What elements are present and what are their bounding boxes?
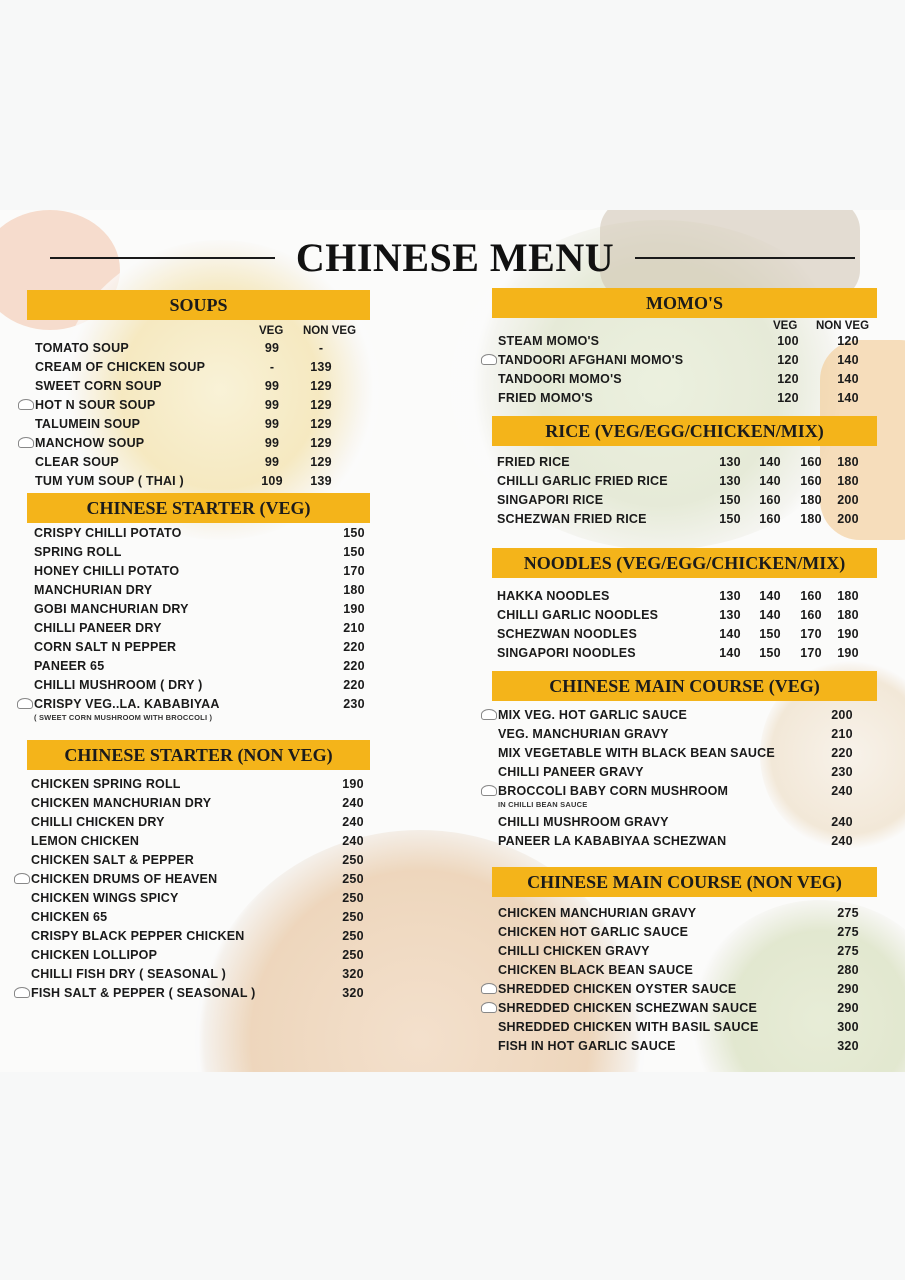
menu-item [497, 472, 877, 491]
menu-item [497, 491, 877, 510]
item-name: TOMATO SOUP [35, 341, 129, 355]
item-name: HOT N SOUR SOUP [35, 398, 156, 412]
section-header: MOMO'S [492, 288, 877, 318]
item-price: 180 [837, 608, 859, 622]
menu-item [498, 832, 877, 851]
section-main-veg [492, 671, 877, 861]
item-name: SHREDDED CHICKEN WITH BASIL SAUCE [498, 1020, 759, 1034]
menu-item [34, 562, 370, 581]
item-name: CHICKEN LOLLIPOP [31, 948, 158, 962]
item-name: SCHEZWAN FRIED RICE [497, 512, 647, 526]
menu-item [34, 543, 370, 562]
item-price: 180 [800, 512, 822, 526]
menu-item [497, 625, 877, 644]
item-name: CHILLI MUSHROOM ( DRY ) [34, 678, 203, 692]
item-name: VEG. MANCHURIAN GRAVY [498, 727, 669, 741]
item-price: 129 [310, 455, 332, 469]
item-price: 200 [837, 512, 859, 526]
item-price: 129 [310, 379, 332, 393]
section-header: CHINESE MAIN COURSE (VEG) [492, 671, 877, 701]
item-name: SPRING ROLL [34, 545, 122, 559]
item-price: 160 [800, 589, 822, 603]
item-price: 280 [837, 963, 859, 977]
item-name: CHILLI MUSHROOM GRAVY [498, 815, 669, 829]
item-price: 160 [759, 493, 781, 507]
item-price: 140 [837, 372, 859, 386]
menu-item [498, 744, 877, 763]
item-price: 180 [343, 583, 365, 597]
menu-item [35, 396, 370, 415]
item-name: FRIED RICE [497, 455, 570, 469]
menu-item [498, 980, 877, 999]
item-price: 190 [837, 646, 859, 660]
item-name: PANEER 65 [34, 659, 105, 673]
item-price: 320 [342, 986, 364, 1000]
menu-item [498, 706, 877, 725]
item-price: 220 [343, 659, 365, 673]
item-name: CRISPY BLACK PEPPER CHICKEN [31, 929, 245, 943]
section-main-nonveg [492, 867, 877, 1067]
menu-item [498, 1037, 877, 1056]
item-name: CORN SALT N PEPPER [34, 640, 177, 654]
menu-item [35, 453, 370, 472]
section-header: NOODLES (VEG/EGG/CHICKEN/MIX) [492, 548, 877, 578]
item-name: CHICKEN MANCHURIAN DRY [31, 796, 212, 810]
section-starter-veg [27, 493, 370, 723]
item-name: SHREDDED CHICKEN OYSTER SAUCE [498, 982, 737, 996]
item-price: 250 [342, 853, 364, 867]
item-price: 200 [831, 708, 853, 722]
item-price: 99 [264, 436, 280, 450]
item-name: BROCCOLI BABY CORN MUSHROOM [498, 784, 729, 798]
menu-item [31, 775, 370, 794]
item-price: 210 [343, 621, 365, 635]
item-price: 230 [831, 765, 853, 779]
menu-item [498, 923, 877, 942]
item-price: 130 [719, 589, 741, 603]
item-name: HONEY CHILLI POTATO [34, 564, 180, 578]
item-price: 250 [342, 948, 364, 962]
item-name: TANDOORI MOMO'S [498, 372, 622, 386]
menu-item [498, 332, 877, 351]
item-note: ( SWEET CORN MUSHROOM WITH BROCCOLI ) [34, 713, 213, 722]
section-header: CHINESE MAIN COURSE (NON VEG) [492, 867, 877, 897]
item-name: TUM YUM SOUP ( THAI ) [35, 474, 184, 488]
item-name: CHILLI CHICKEN GRAVY [498, 944, 650, 958]
item-name: CHICKEN SALT & PEPPER [31, 853, 195, 867]
item-price: 180 [837, 474, 859, 488]
item-price: 320 [342, 967, 364, 981]
section-momos [492, 288, 877, 413]
item-price: 290 [837, 982, 859, 996]
item-price: 99 [264, 455, 280, 469]
section-noodles [492, 548, 877, 663]
menu-item [498, 389, 877, 408]
item-name: CHILLI PANEER GRAVY [498, 765, 644, 779]
item-price: 275 [837, 925, 859, 939]
menu-item [498, 1018, 877, 1037]
section-rice [492, 416, 877, 531]
item-price: 140 [759, 589, 781, 603]
menu-item [498, 782, 877, 809]
menu-item [497, 453, 877, 472]
item-price: 130 [719, 608, 741, 622]
item-price: 99 [264, 398, 280, 412]
item-price: 129 [310, 417, 332, 431]
item-name: HAKKA NOODLES [497, 589, 610, 603]
item-price: 190 [342, 777, 364, 791]
item-price: 120 [777, 391, 799, 405]
item-name: CRISPY VEG..LA. KABABIYAA [34, 697, 220, 711]
item-note: IN CHILLI BEAN SAUCE [498, 800, 588, 809]
menu-item [498, 763, 877, 782]
item-price: 180 [837, 455, 859, 469]
item-price: 170 [800, 646, 822, 660]
menu-item [498, 999, 877, 1018]
item-name: SINGAPORI NOODLES [497, 646, 636, 660]
item-price: 120 [837, 334, 859, 348]
menu-item [31, 908, 370, 927]
menu-item [34, 600, 370, 619]
chef-hat-icon [18, 399, 34, 410]
item-price: 250 [342, 929, 364, 943]
section-soups [27, 290, 370, 495]
item-price: 160 [759, 512, 781, 526]
section-header: CHINESE STARTER (NON VEG) [27, 740, 370, 770]
item-price: 140 [759, 608, 781, 622]
col-veg-label: VEG [259, 325, 284, 337]
section-header: RICE (VEG/EGG/CHICKEN/MIX) [492, 416, 877, 446]
menu-item [31, 832, 370, 851]
menu-item [34, 695, 370, 722]
item-name: FISH IN HOT GARLIC SAUCE [498, 1039, 676, 1053]
item-price: 99 [264, 417, 280, 431]
menu-item [498, 351, 877, 370]
item-price: 240 [342, 834, 364, 848]
item-price: 150 [343, 526, 365, 540]
title-rule-left [50, 257, 275, 259]
item-price: 100 [777, 334, 799, 348]
item-price: 275 [837, 906, 859, 920]
chef-hat-icon [481, 983, 497, 994]
item-name: CLEAR SOUP [35, 455, 119, 469]
menu-item [31, 946, 370, 965]
chef-hat-icon [481, 1002, 497, 1013]
item-price: 250 [342, 910, 364, 924]
menu-item [497, 587, 877, 606]
chef-hat-icon [14, 873, 30, 884]
item-price: 300 [837, 1020, 859, 1034]
menu-item [35, 415, 370, 434]
item-name: MANCHURIAN DRY [34, 583, 153, 597]
item-price: 190 [837, 627, 859, 641]
item-name: CHICKEN MANCHURIAN GRAVY [498, 906, 697, 920]
chef-hat-icon [18, 437, 34, 448]
col-nonveg-label: NON VEG [816, 320, 870, 332]
item-price: 150 [759, 646, 781, 660]
menu-poster [0, 210, 905, 1072]
item-price: 150 [719, 512, 741, 526]
menu-item [34, 524, 370, 543]
section-header: SOUPS [27, 290, 370, 320]
item-price: 170 [800, 627, 822, 641]
item-price: 220 [343, 678, 365, 692]
item-price: 129 [310, 436, 332, 450]
item-name: CHILLI GARLIC FRIED RICE [497, 474, 668, 488]
item-price: 130 [719, 455, 741, 469]
item-price: 160 [800, 474, 822, 488]
item-price: 275 [837, 944, 859, 958]
chef-hat-icon [17, 698, 33, 709]
item-name: CHICKEN WINGS SPICY [31, 891, 179, 905]
menu-item [31, 813, 370, 832]
col-nonveg-label: NON VEG [303, 325, 357, 337]
menu-item [35, 434, 370, 453]
item-price: 150 [343, 545, 365, 559]
item-name: CHICKEN SPRING ROLL [31, 777, 181, 791]
item-price: 180 [837, 589, 859, 603]
item-price: 120 [777, 353, 799, 367]
menu-item [34, 657, 370, 676]
menu-item [35, 377, 370, 396]
section-starter-nonveg [27, 740, 370, 1010]
item-name: FISH SALT & PEPPER ( SEASONAL ) [31, 986, 256, 1000]
item-price: 109 [261, 474, 283, 488]
menu-item [34, 638, 370, 657]
item-price: 220 [831, 746, 853, 760]
item-price: 99 [264, 341, 280, 355]
menu-item [35, 358, 370, 377]
item-name: CRISPY CHILLI POTATO [34, 526, 182, 540]
title-rule-right [635, 257, 855, 259]
item-price: 140 [837, 391, 859, 405]
item-name: CHILLI PANEER DRY [34, 621, 162, 635]
item-price: 180 [800, 493, 822, 507]
item-price: 240 [831, 784, 853, 798]
menu-item [31, 984, 370, 1003]
menu-item [34, 619, 370, 638]
item-name: CHICKEN BLACK BEAN SAUCE [498, 963, 694, 977]
menu-title: CHINESE MENU [295, 235, 615, 280]
chef-hat-icon [481, 785, 497, 796]
item-price: 240 [831, 815, 853, 829]
item-price: 290 [837, 1001, 859, 1015]
item-name: MIX VEGETABLE WITH BLACK BEAN SAUCE [498, 746, 775, 760]
item-name: SCHEZWAN NOODLES [497, 627, 638, 641]
menu-item [497, 606, 877, 625]
item-price: 190 [343, 602, 365, 616]
item-price: 139 [310, 474, 332, 488]
item-name: FRIED MOMO'S [498, 391, 593, 405]
menu-item [497, 644, 877, 663]
item-name: TANDOORI AFGHANI MOMO'S [498, 353, 684, 367]
item-price: 139 [310, 360, 332, 374]
item-price: 240 [342, 815, 364, 829]
item-price: 129 [310, 398, 332, 412]
col-veg-label: VEG [773, 320, 798, 332]
item-price: 150 [759, 627, 781, 641]
chef-hat-icon [481, 354, 497, 365]
item-name: MIX VEG. HOT GARLIC SAUCE [498, 708, 688, 722]
title-row [0, 233, 905, 283]
menu-item [34, 676, 370, 695]
item-name: CHILLI FISH DRY ( SEASONAL ) [31, 967, 226, 981]
menu-item [498, 725, 877, 744]
item-price: 140 [759, 474, 781, 488]
section-header: CHINESE STARTER (VEG) [27, 493, 370, 523]
menu-item [498, 370, 877, 389]
item-name: CHICKEN 65 [31, 910, 108, 924]
menu-item [35, 339, 370, 358]
item-name: TALUMEIN SOUP [35, 417, 141, 431]
item-price: 240 [831, 834, 853, 848]
menu-item [31, 927, 370, 946]
menu-item [498, 942, 877, 961]
item-price: 160 [800, 608, 822, 622]
item-price: 250 [342, 872, 364, 886]
menu-item [497, 510, 877, 529]
item-name: GOBI MANCHURIAN DRY [34, 602, 189, 616]
item-price: 170 [343, 564, 365, 578]
item-price: 120 [777, 372, 799, 386]
item-price: 320 [837, 1039, 859, 1053]
item-name: LEMON CHICKEN [31, 834, 140, 848]
item-name: CHICKEN DRUMS OF HEAVEN [31, 872, 218, 886]
item-price: 140 [759, 455, 781, 469]
item-name: SINGAPORI RICE [497, 493, 604, 507]
item-price: - [318, 341, 324, 355]
menu-item [498, 961, 877, 980]
item-name: CHILLI GARLIC NOODLES [497, 608, 659, 622]
item-price: 250 [342, 891, 364, 905]
item-price: 230 [343, 697, 365, 711]
menu-item [31, 889, 370, 908]
menu-item [498, 904, 877, 923]
item-price: 220 [343, 640, 365, 654]
item-name: CREAM OF CHICKEN SOUP [35, 360, 206, 374]
menu-item [31, 870, 370, 889]
menu-item [31, 965, 370, 984]
item-name: MANCHOW SOUP [35, 436, 145, 450]
item-price: 210 [831, 727, 853, 741]
item-price: 130 [719, 474, 741, 488]
item-price: 240 [342, 796, 364, 810]
menu-item [31, 851, 370, 870]
item-price: 160 [800, 455, 822, 469]
item-price: 140 [719, 646, 741, 660]
menu-item [31, 794, 370, 813]
item-price: - [269, 360, 275, 374]
chef-hat-icon [481, 709, 497, 720]
item-name: SHREDDED CHICKEN SCHEZWAN SAUCE [498, 1001, 757, 1015]
menu-item [35, 472, 370, 491]
item-price: 140 [719, 627, 741, 641]
menu-item [34, 581, 370, 600]
item-price: 150 [719, 493, 741, 507]
chef-hat-icon [14, 987, 30, 998]
item-price: 200 [837, 493, 859, 507]
item-name: PANEER LA KABABIYAA SCHEZWAN [498, 834, 727, 848]
item-name: SWEET CORN SOUP [35, 379, 162, 393]
item-name: CHILLI CHICKEN DRY [31, 815, 165, 829]
item-price: 99 [264, 379, 280, 393]
menu-item [498, 813, 877, 832]
item-name: STEAM MOMO'S [498, 334, 600, 348]
item-price: 140 [837, 353, 859, 367]
item-name: CHICKEN HOT GARLIC SAUCE [498, 925, 689, 939]
